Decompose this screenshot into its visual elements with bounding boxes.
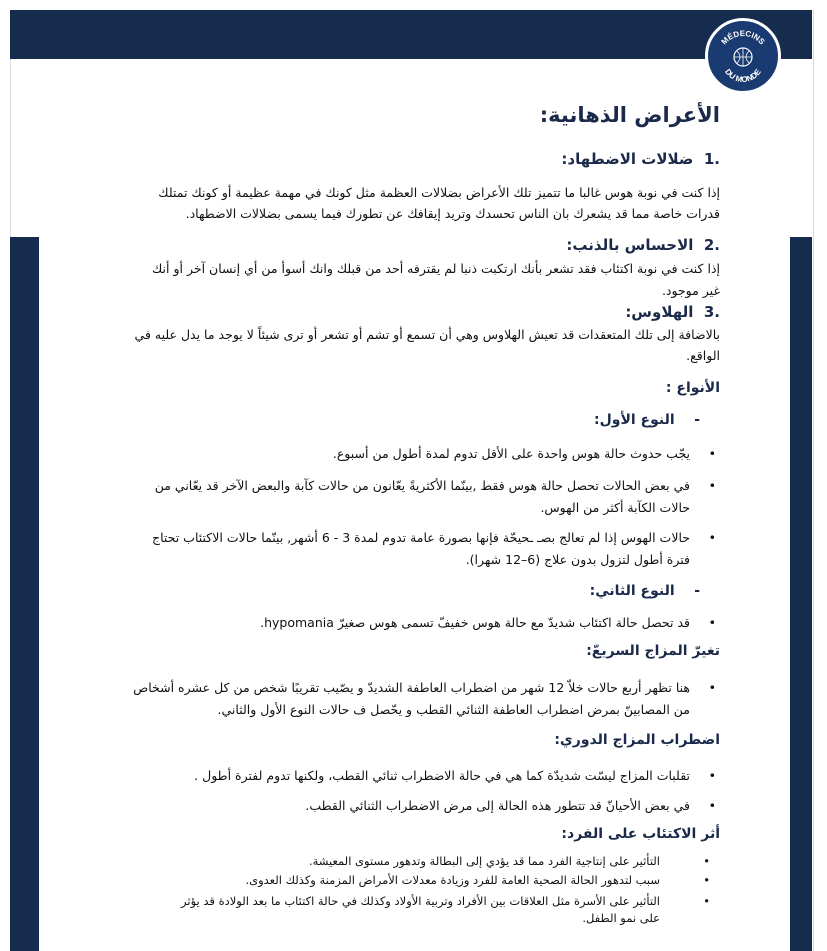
cyclothymia-bullet-1	[50, 765, 716, 787]
effects-bullet-2-line-1: سبب لتدهور الحالة الصحية العامة للفرد وزيادة معدلات الأمراض المزمنة وكذلك العدوى.	[245, 873, 660, 887]
section-3-line-2: الواقع.	[686, 348, 720, 363]
bullet-glyph: •	[708, 446, 716, 461]
svg-text:MÉDECINS: MÉDECINS	[719, 28, 767, 47]
effects-bullet-3	[60, 893, 710, 927]
bullet-glyph: •	[703, 873, 710, 887]
section-1-title: ضلالات الاضطهاد:	[561, 150, 694, 168]
type-1-label	[594, 412, 700, 428]
section-3-title: الهلاوس:	[625, 303, 694, 321]
type-2-label	[590, 583, 700, 599]
type-1-title: النوع الأول:	[594, 412, 675, 428]
type-1-bullet-1	[50, 443, 716, 465]
svg-text:DU MONDE: DU MONDE	[723, 67, 763, 85]
section-3-heading	[625, 303, 720, 321]
rapid-cycling-line-2: من المصابينّ بمرض اضطراب العاطفة الثنائي القطب و يحّصل ف حالات النوع الأول والثاني.	[217, 702, 690, 717]
types-heading: الأنواع :	[665, 380, 720, 396]
type-2-bullet-1-line-1: قد تحصل حالة اكتئاب شديدّ مع حالة هوس خفيفّ تسمى هوس صغيرّ hypomania.	[260, 615, 690, 630]
section-3-number: .3	[703, 303, 720, 321]
page-title: الأعراض الذهانية:	[539, 103, 720, 127]
cyclothymia-bullet-2-line-1: في بعض الأحيانّ قد تتطور هذه الحالة إلى مرض الاضطراب الثنائي القطب.	[305, 798, 690, 813]
effects-bullet-3-line-2: على نمو الطفل.	[582, 911, 660, 925]
section-2-line-1: إذا كنت في نوبة اكتئاب فقد تشعر بأنك ارتكبت ذنبا لم يقترفه أحد من قبلك وانك أسوأ من أي إنسان آخر أو أنك	[152, 261, 720, 276]
rapid-cycling-heading: تغيرّ المزاج السريعّ:	[586, 643, 720, 659]
bullet-glyph: •	[708, 798, 716, 813]
type-1-bullet-2	[50, 475, 716, 519]
section-1-line-2: قدرات خاصة مما قد يشعرك بان الناس تحسدك وتريد إيقافك عن تطورك فيما يسمى بضلالات الاضطهاد.	[185, 206, 720, 221]
type-2-dash: -	[694, 583, 700, 599]
rapid-cycling-bullet-1	[50, 677, 716, 721]
type-1-bullet-2-line-2: حالات الكآبة أكثر من الهوس.	[540, 500, 690, 515]
type-1-bullet-2-line-1: في بعض الحالات تحصل حالة هوس فقط ,بينّما الأكثريةً يعّانون من حالات كآبة والبعض الآخر قد يعّاني من	[154, 478, 690, 493]
bullet-glyph: •	[708, 615, 716, 630]
type-1-bullet-1-line-1: يجّب حدوث حالة هوس واحدة على الأقل تدوم لمدة أطول من أسبوع.	[332, 446, 690, 461]
effects-bullet-1	[60, 853, 710, 870]
section-3-line-1: بالاضافة إلى تلك المتعقدات قد تعيش الهلاوس وهي أن تسمع أو تشم أو تشعر أو ترى شيئاً لا يوجد ما يدل عليه في	[134, 327, 720, 342]
effects-bullet-1-line-1: التأثير على إنتاجية الفرد مما قد يؤدي إلى البطالة وتدهور مستوى المعيشة.	[308, 854, 660, 868]
effects-bullet-2	[60, 872, 710, 889]
cyclothymia-bullet-1-line-1: تقلبات المزاج ليسّت شديدّة كما هي في حالة الاضطراب ثنائي القطب، ولكنها تدوم لفترة أطول .	[194, 768, 690, 783]
effects-heading: أثر الاكتئاب على الفرد:	[561, 826, 720, 842]
section-2-number: .2	[703, 236, 720, 254]
bullet-glyph: •	[708, 768, 716, 783]
bullet-glyph: •	[703, 854, 710, 868]
type-1-dash: -	[694, 412, 700, 428]
left-side-bar	[10, 237, 39, 951]
section-1-number: .1	[703, 150, 720, 168]
type-2-bullet-1	[50, 612, 716, 634]
medecins-du-monde-logo	[705, 18, 781, 94]
bullet-glyph: •	[708, 680, 716, 695]
cyclothymia-heading: اضطراب المزاج الدوري:	[554, 732, 720, 748]
rapid-cycling-line-1: هنا تظهر أربع حالات خلاّ 12 شهر من اضطراب العاطفة الشديدّ و يصّيب تقريبًا شخص من كل عشره أشخاص	[133, 680, 690, 695]
section-1-heading	[561, 150, 720, 168]
section-2-heading	[566, 236, 720, 254]
bullet-glyph: •	[708, 530, 716, 545]
section-2-title: الاحساس بالذنب:	[566, 236, 694, 254]
header-bar	[10, 10, 812, 59]
right-side-bar	[790, 237, 812, 951]
section-2-line-2: غير موجود.	[661, 283, 720, 298]
effects-bullet-3-line-1: التأثير على الأسرة مثل العلاقات بين الأفراد وتربية الأولاد وكذلك في حالة اكتئاب ما بعد الولادة قد يؤثر	[181, 894, 660, 908]
bullet-glyph: •	[703, 894, 710, 908]
type-1-bullet-3	[50, 527, 716, 571]
type-1-bullet-3-line-1: حالات الهوس إذا لم تعالج بصـ ـحيحّة فإنها بصورة عامة تدوم لمدة 3 - 6 أشهر, بينّما حالات الاكتئاب تحتاج	[152, 530, 690, 545]
type-1-bullet-3-line-2: فترة أطول لتزول بدون علاج (6–12 شهرا).	[465, 552, 690, 567]
type-2-title: النوع الثاني:	[589, 583, 675, 599]
section-1-line-1: إذا كنت في نوبة هوس غالبا ما تتميز تلك الأعراض بضلالات العظمة مثل كونك في مهمة عظيمة أو كونك تمتلك	[158, 185, 720, 200]
bullet-glyph: •	[708, 478, 716, 493]
cyclothymia-bullet-2	[50, 795, 716, 817]
